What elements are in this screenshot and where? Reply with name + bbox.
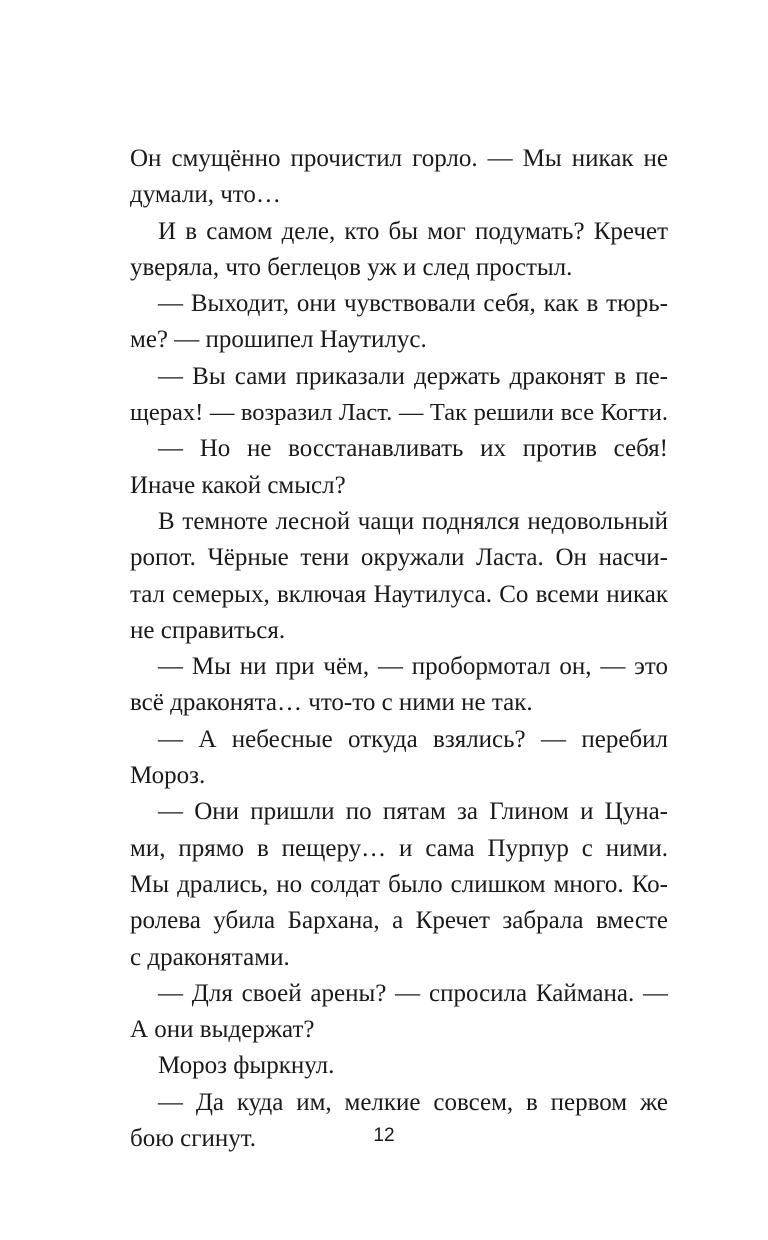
- text-line: Он смущённо прочистил горло. — Мы никак не: [130, 145, 668, 172]
- text-line: — А небесные откуда взялись? — перебил: [158, 725, 668, 753]
- text-line: — Мы ни при чём, — пробормотал он, — это: [158, 653, 668, 681]
- text-line: — Они пришли по пятам за Глином и Цуна-: [158, 798, 668, 826]
- text-line: Мороз.: [130, 762, 206, 790]
- text-line: — Для своей арены? — спросила Каймана. —: [158, 979, 668, 1007]
- text-line: А они выдержат?: [130, 1016, 315, 1044]
- text-line: — Вы сами приказали держать драконят в пе-: [158, 362, 668, 390]
- text-line: ропот. Чёрные тени окружали Ласта. Он насчи-: [130, 544, 668, 572]
- text-line: — Но не восстанавливать их против себя!: [158, 435, 668, 463]
- text-line: В темноте лесной чащи поднялся недовольный: [158, 507, 668, 535]
- text-line: Иначе какой смысл?: [130, 471, 346, 499]
- text-line: ролева убила Бархана, а Кречет забрала вместе: [130, 907, 668, 935]
- text-line: И в самом деле, кто бы мог подумать? Кречет: [158, 217, 668, 245]
- text-line: — Да куда им, мелкие совсем, в первом же: [158, 1088, 668, 1116]
- text-line: тал семерых, включая Наутилуса. Со всеми никак: [130, 580, 668, 608]
- text-line: всё драконята… что-то с ними не так.: [130, 689, 533, 717]
- text-line: щерах! — возразил Ласт. — Так решили все Когти.: [130, 399, 668, 427]
- text-line: с драконятами.: [130, 943, 290, 971]
- text-line: думали, что…: [130, 181, 281, 209]
- text-line: уверяла, что беглецов уж и след простыл.: [130, 253, 573, 281]
- page-number: 12: [373, 1125, 395, 1146]
- text-line: бою сгинут.: [130, 1125, 257, 1153]
- text-line: — Выходит, они чувствовали себя, как в тюрь-: [158, 290, 668, 318]
- text-line: Мороз фыркнул.: [158, 1052, 335, 1080]
- body-text: [130, 141, 668, 1157]
- text-line: ми, прямо в пещеру… и сама Пурпур с ними.: [130, 834, 668, 862]
- text-line: Мы дрались, но солдат было слишком много. Ко-: [130, 870, 668, 898]
- text-line: не справиться.: [130, 616, 286, 644]
- text-line: ме? — прошипел Наутилус.: [130, 326, 427, 354]
